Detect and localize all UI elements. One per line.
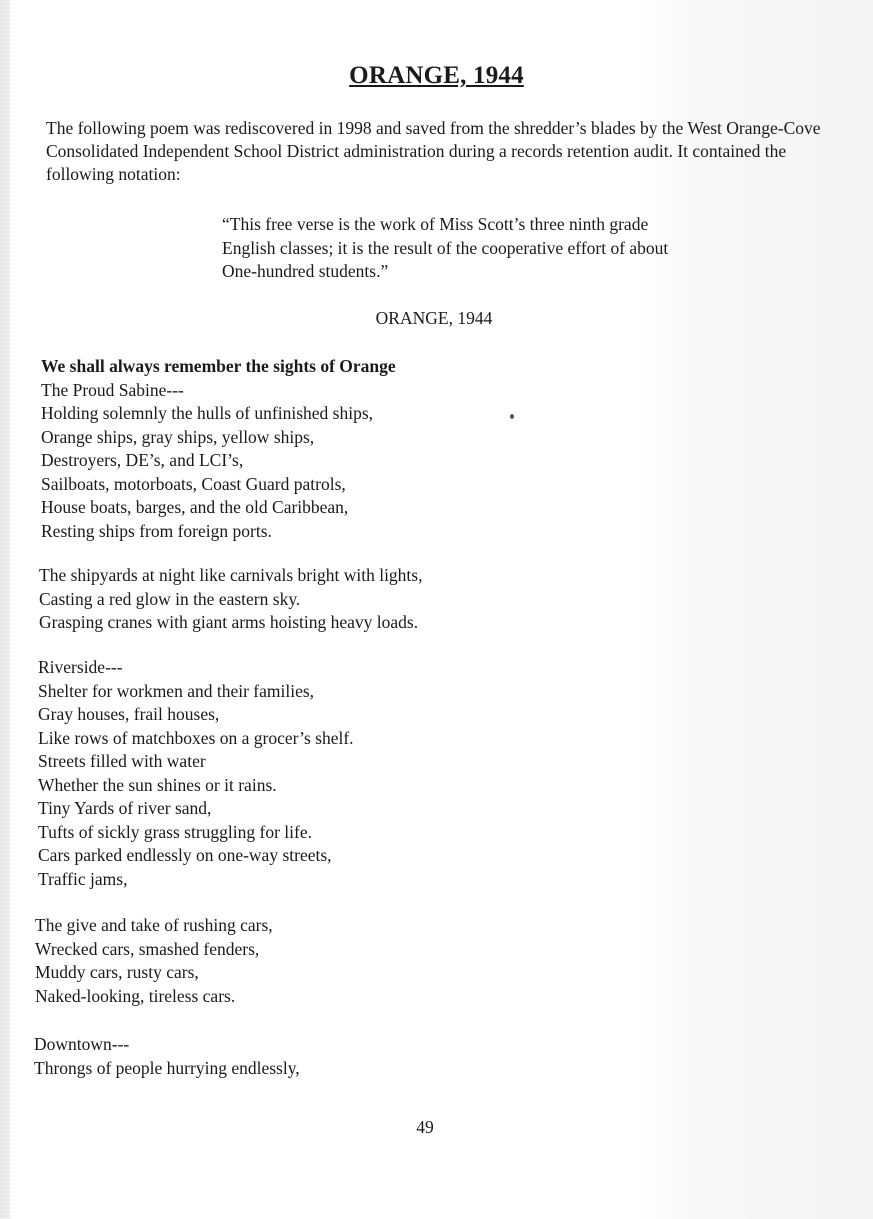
poem-stanza: [34, 1033, 300, 1080]
intro-paragraph: The following poem was rediscovered in 1998 and saved from the shredder’s blades by the West Orange-Cove Consolidated Independent School District administration during a records retention audit. It contained the following notation:: [46, 118, 821, 184]
poem-line: Like rows of matchboxes on a grocer’s shelf.: [38, 727, 354, 748]
quote-line: “This free verse is the work of Miss Scott’s three ninth grade: [222, 214, 649, 234]
poem-title: ORANGE, 1944: [375, 308, 493, 328]
poem-line: We shall always remember the sights of Orange: [41, 356, 396, 376]
poem-line: Gray houses, frail houses,: [38, 704, 220, 724]
poem-line: Destroyers, DE’s, and LCI’s,: [41, 450, 244, 470]
scan-edge-shadow: [0, 0, 10, 1219]
poem-line: Tiny Yards of river sand,: [38, 798, 212, 818]
poem-line: Cars parked endlessly on one-way streets,: [38, 845, 332, 865]
poem-line: House boats, barges, and the old Caribbean,: [41, 497, 349, 517]
poem-line: Casting a red glow in the eastern sky.: [39, 588, 301, 609]
poem-line: The Proud Sabine---: [41, 379, 184, 400]
poem-line: Wrecked cars, smashed fenders,: [35, 938, 260, 959]
poem-stanza: [35, 914, 273, 1008]
page-number: 49: [416, 1117, 434, 1137]
quote-line: English classes; it is the result of the cooperative effort of about: [222, 237, 669, 258]
poem-line: Grasping cranes with giant arms hoisting heavy loads.: [39, 612, 419, 632]
poem-stanza: [41, 355, 396, 543]
poem-line: Shelter for workmen and their families,: [38, 680, 315, 701]
poem-line: Holding solemnly the hulls of unfinished ships,: [41, 403, 374, 423]
poem-line: Orange ships, gray ships, yellow ships,: [41, 426, 315, 447]
poem-line: Traffic jams,: [38, 868, 128, 889]
poem-line: Riverside---: [38, 657, 123, 677]
poem-stanza: [39, 564, 422, 635]
poem-line: Naked-looking, tireless cars.: [35, 985, 236, 1006]
page-title: ORANGE, 1944: [349, 62, 524, 89]
poem-line: Whether the sun shines or it rains.: [38, 774, 277, 795]
poem-line: Tufts of sickly grass struggling for life.: [38, 821, 312, 842]
poem-line: Streets filled with water: [38, 751, 206, 771]
poem-line: Downtown---: [34, 1034, 130, 1054]
notation-quote: [222, 213, 782, 284]
quote-line: One-hundred students.”: [222, 261, 389, 281]
poem-stanza: [38, 656, 354, 891]
poem-line: The shipyards at night like carnivals bright with lights,: [39, 565, 423, 585]
poem-line: Sailboats, motorboats, Coast Guard patrols,: [41, 473, 346, 494]
poem-line: Resting ships from foreign ports.: [41, 520, 272, 541]
poem-line: The give and take of rushing cars,: [35, 915, 273, 935]
ink-speck: [510, 414, 514, 419]
poem-line: Muddy cars, rusty cars,: [35, 962, 199, 982]
poem-line: Throngs of people hurrying endlessly,: [34, 1057, 300, 1078]
